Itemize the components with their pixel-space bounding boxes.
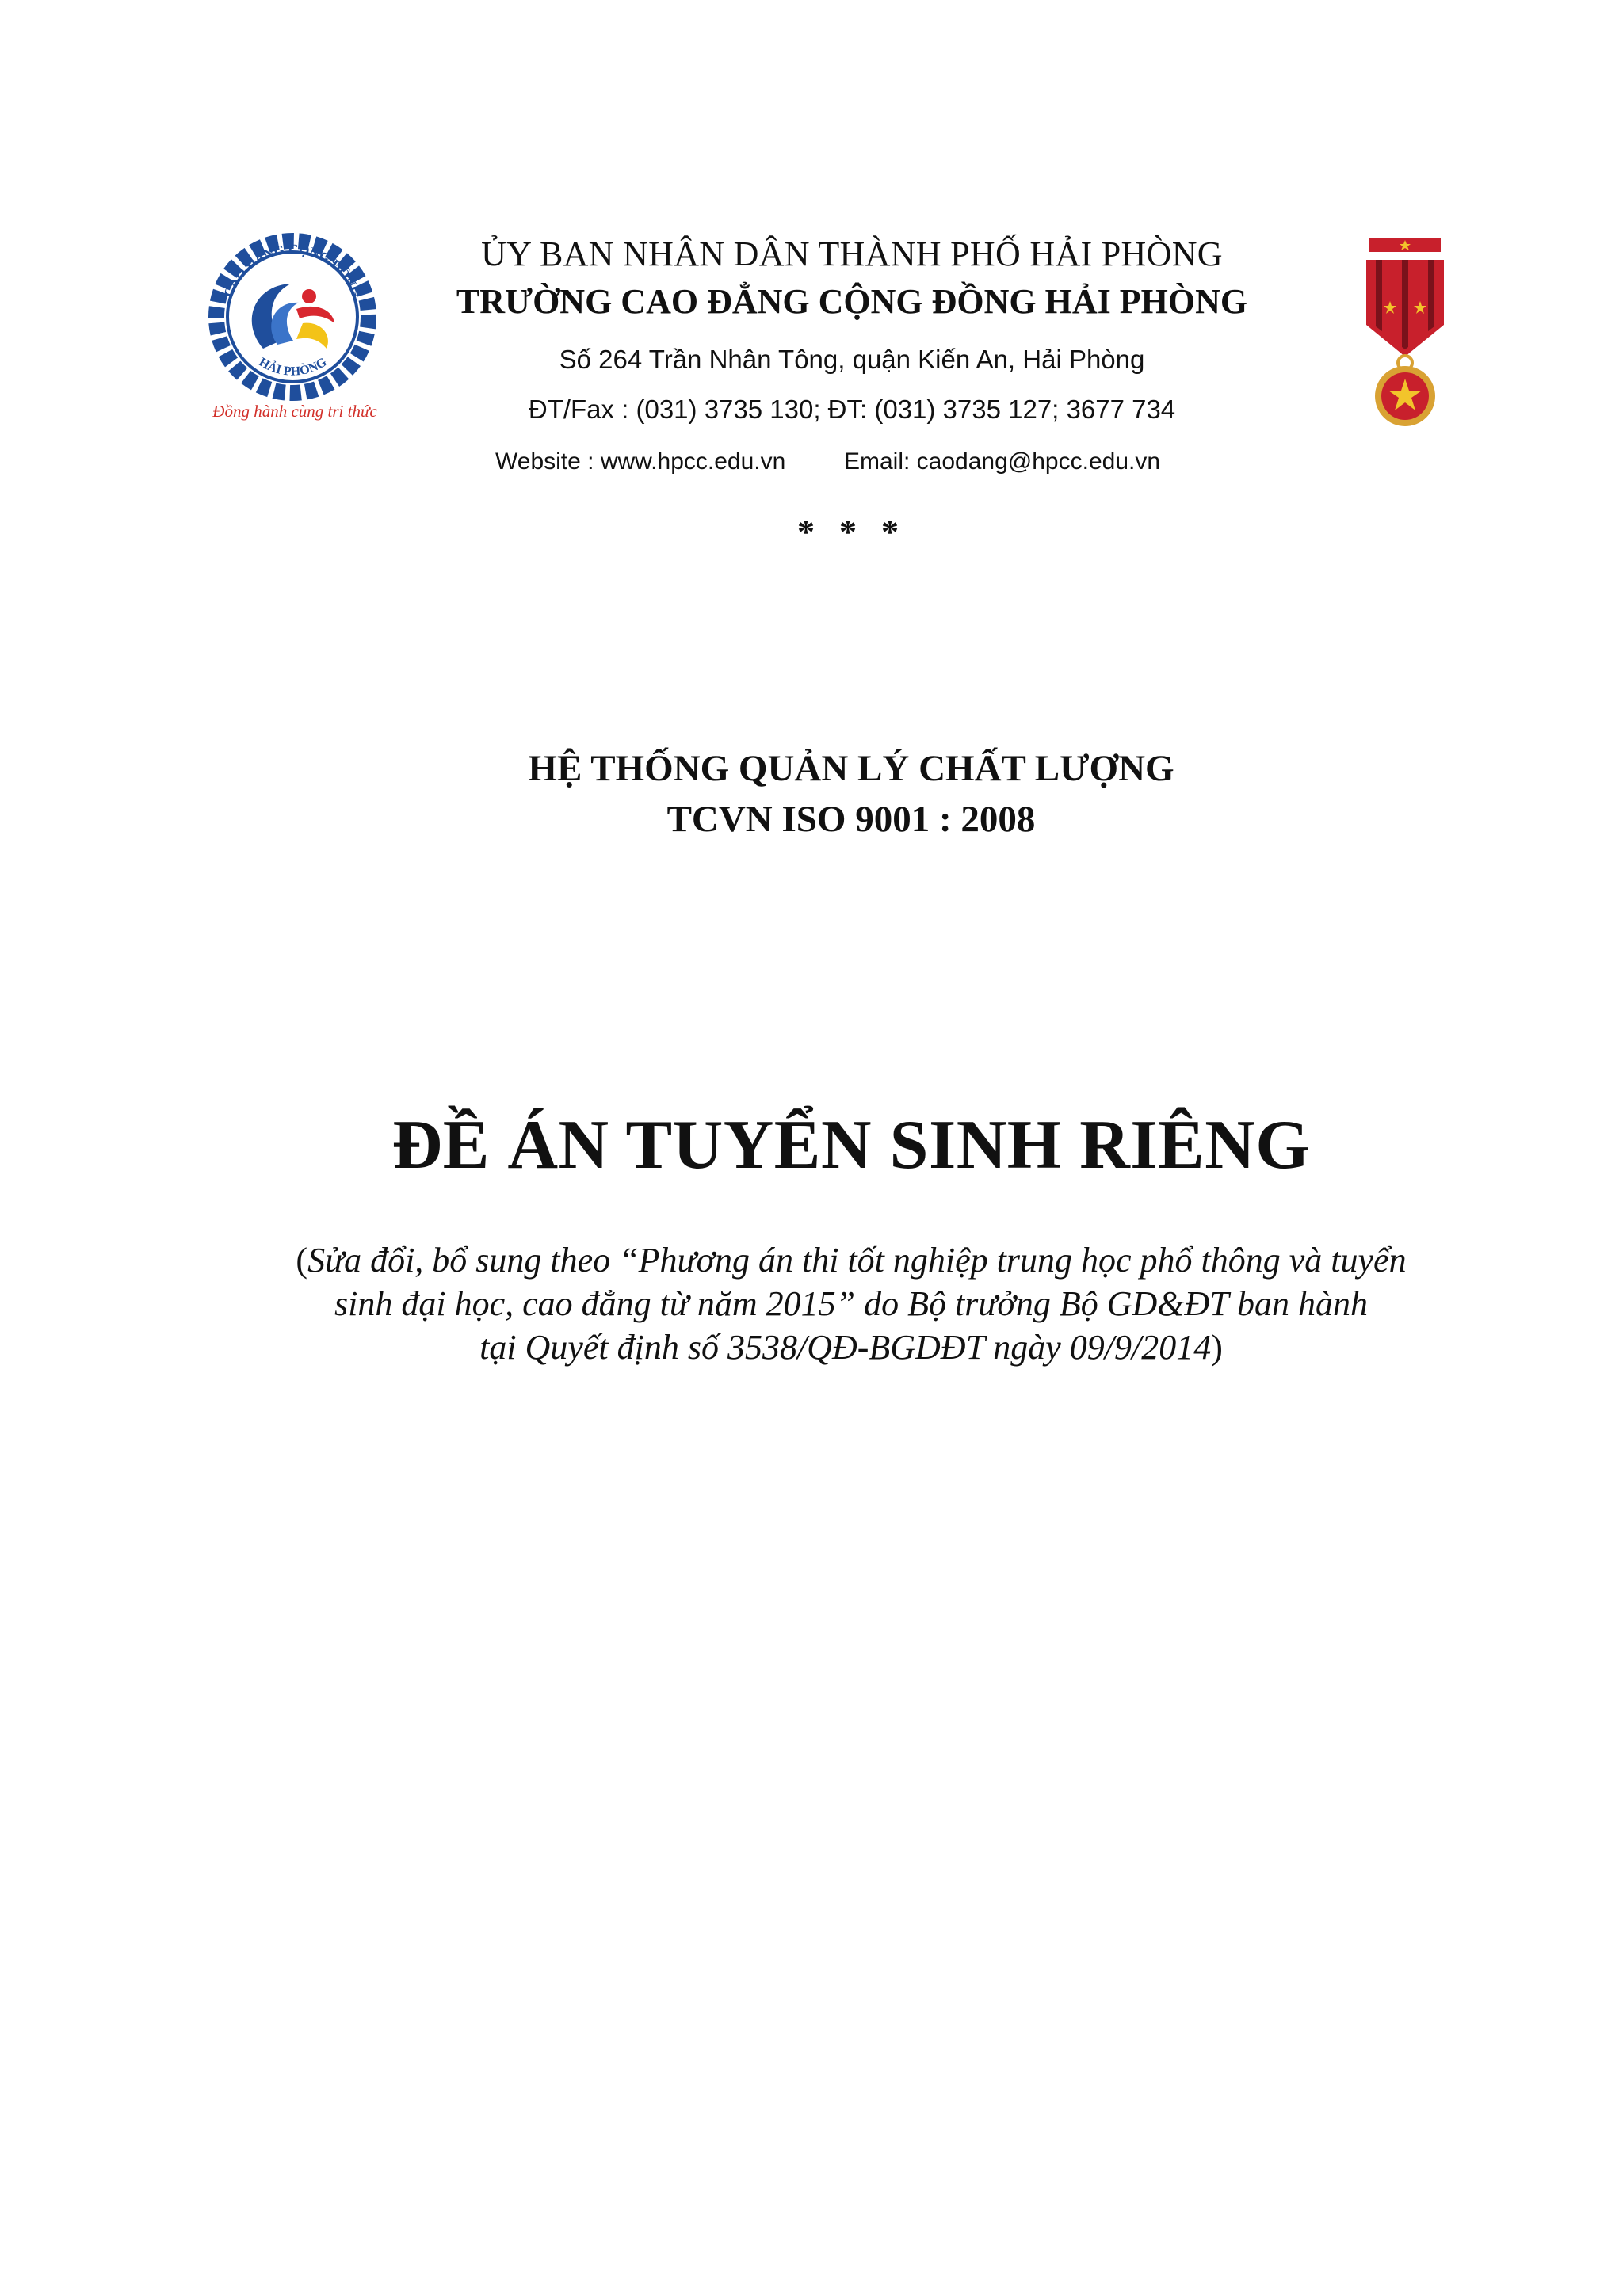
school-logo-emblem xyxy=(208,230,378,404)
website-link[interactable]: Website : www.hpcc.edu.vn xyxy=(495,448,786,475)
note-line-2 xyxy=(217,1283,1485,1324)
document-title: ĐỀ ÁN TUYỂN SINH RIÊNG xyxy=(391,1107,1311,1184)
school-address: Số 264 Trần Nhân Tông, quận Kiến An, Hải Phòng xyxy=(559,345,1145,374)
authority-name: ỦY BAN NHÂN DÂN THÀNH PHỐ HẢI PHÒNG xyxy=(481,235,1223,273)
note-open-paren: ( xyxy=(296,1241,308,1280)
logo-slogan: Đồng hành cùng tri thức xyxy=(212,402,377,421)
note-text-1: Sửa đổi, bổ sung theo “Phương án thi tốt nghiệp trung học phổ thông và tuyển xyxy=(307,1241,1407,1280)
quality-system-title: HỆ THỐNG QUẢN LÝ CHẤT LƯỢNG xyxy=(528,748,1174,789)
note-text-2: sinh đại học, cao đẳng từ năm 2015” do Bộ trưởng Bộ GD&ĐT ban hành xyxy=(334,1284,1368,1323)
note-line-3 xyxy=(217,1327,1485,1367)
school-phone: ĐT/Fax : (031) 3735 130; ĐT: (031) 3735 127; 3677 734 xyxy=(528,395,1176,424)
svg-text:CAO ĐẲNG CỘNG ĐỒNG: CAO ĐẲNG CỘNG ĐỒNG xyxy=(220,241,365,299)
note-line-1 xyxy=(217,1240,1485,1280)
note-text-3: tại Quyết định số 3538/QĐ-BGDĐT ngày 09/9/2014 xyxy=(479,1328,1212,1367)
school-name: TRƯỜNG CAO ĐẲNG CỘNG ĐỒNG HẢI PHÒNG xyxy=(456,282,1248,321)
email-link[interactable]: Email: caodang@hpcc.edu.vn xyxy=(844,448,1161,475)
svg-text:HẢI PHÒNG: HẢI PHÒNG xyxy=(256,355,330,379)
school-logo xyxy=(208,230,378,428)
iso-standard: TCVN ISO 9001 : 2008 xyxy=(666,799,1036,840)
note-close-paren: ) xyxy=(1211,1328,1223,1367)
medal-icon xyxy=(1358,238,1452,432)
separator-stars: * * * xyxy=(797,513,907,551)
